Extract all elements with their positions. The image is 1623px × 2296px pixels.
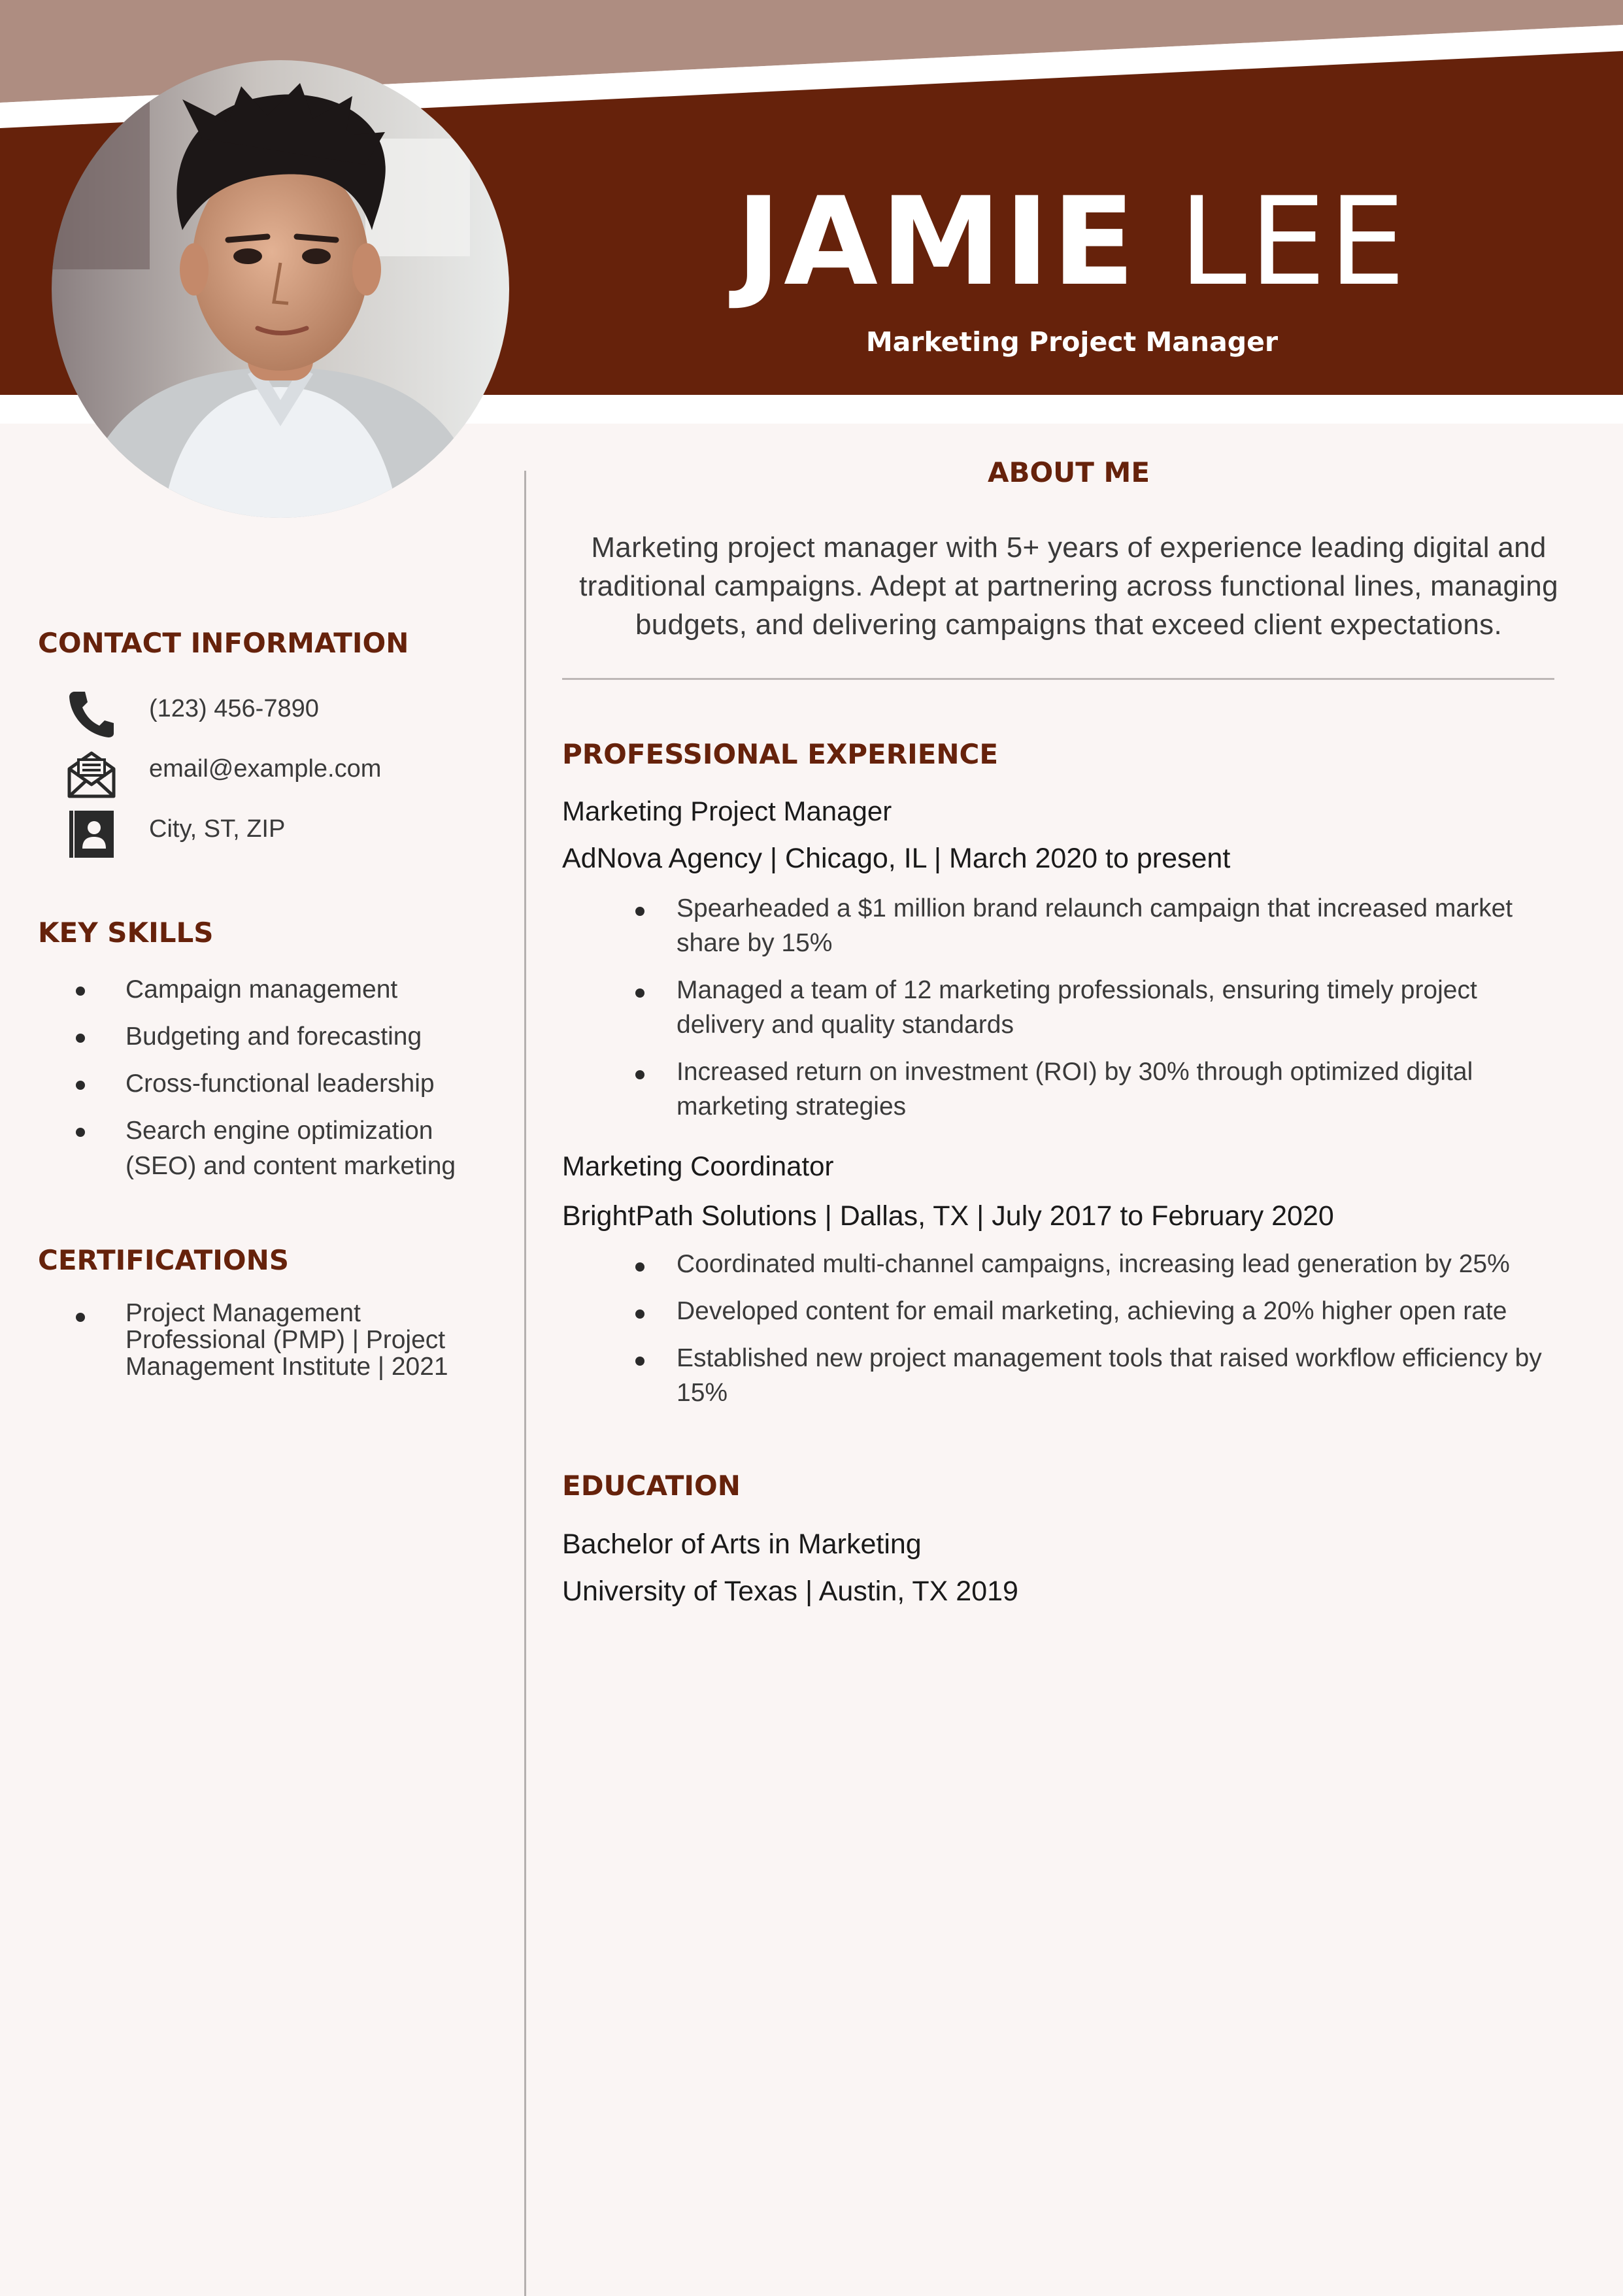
list-item: Cross-functional leadership (50, 1066, 507, 1102)
bullet-icon (76, 1313, 85, 1322)
phone-text: (123) 456-7890 (149, 695, 319, 722)
bullet-icon (76, 1128, 85, 1137)
address-book-icon (65, 808, 118, 860)
contact-email (65, 744, 510, 796)
bullet-icon (76, 1034, 85, 1043)
bullet-icon (635, 1070, 644, 1079)
list-item: Spearheaded a $1 million brand relaunch campaign that increased market share by 15% (562, 891, 1552, 960)
bullet-icon (635, 907, 644, 916)
bullet-icon (635, 1309, 644, 1319)
list-item: Budgeting and forecasting (50, 1019, 507, 1055)
contact-phone (65, 684, 510, 736)
contact-heading: CONTACT INFORMATION (38, 627, 409, 659)
bullet-icon (635, 988, 644, 998)
list-item: Established new project management tools that raised workflow efficiency by 15% (562, 1341, 1552, 1410)
contact-address (65, 804, 510, 856)
job-1-title: Marketing Project Manager (562, 796, 892, 826)
list-item: Coordinated multi-channel campaigns, increasing lead generation by 25% (562, 1247, 1552, 1281)
job-1-meta: AdNova Agency | Chicago, IL | March 2020 to present (562, 843, 1231, 874)
education-degree: Bachelor of Arts in Marketing (562, 1528, 922, 1560)
list-item: Search engine optimization (SEO) and content marketing (50, 1113, 507, 1184)
bullet-icon (635, 1262, 644, 1272)
experience-heading: PROFESSIONAL EXPERIENCE (562, 738, 999, 770)
job-2-bullets (562, 1247, 1552, 1423)
job-2-title: Marketing Coordinator (562, 1151, 834, 1181)
first-name: JAMIE (735, 171, 1138, 312)
education-school: University of Texas | Austin, TX 2019 (562, 1576, 1018, 1607)
bullet-icon (635, 1357, 644, 1366)
education-heading: EDUCATION (562, 1470, 741, 1502)
profile-photo (52, 60, 509, 518)
list-item: Increased return on investment (ROI) by 30% through optimized digital marketing strategies (562, 1055, 1552, 1124)
email-icon (65, 748, 118, 800)
list-item: Developed content for email marketing, achieving a 20% higher open rate (562, 1294, 1552, 1328)
section-divider (562, 678, 1554, 680)
job-title-header: Marketing Project Manager (865, 326, 1279, 358)
bullet-icon (76, 1081, 85, 1090)
certifications-list (50, 1300, 448, 1380)
bullet-icon (76, 987, 85, 996)
skills-heading: KEY SKILLS (38, 917, 214, 949)
list-item: Campaign management (50, 972, 507, 1007)
job-1-bullets (562, 891, 1552, 1136)
candidate-name (660, 171, 1484, 312)
list-item: Project Management Professional (PMP) | Project Management Institute | 2021 (50, 1300, 448, 1380)
last-name: LEE (1179, 171, 1409, 312)
skills-list (50, 972, 507, 1196)
column-divider (524, 471, 526, 2296)
email-text: email@example.com (149, 755, 382, 783)
phone-icon (65, 688, 118, 740)
portrait-photo-icon (52, 60, 509, 518)
certifications-heading: CERTIFICATIONS (38, 1244, 290, 1276)
about-heading: ABOUT ME (987, 456, 1150, 488)
job-2-meta: BrightPath Solutions | Dallas, TX | July 2017 to February 2020 (562, 1200, 1334, 1232)
about-text: Marketing project manager with 5+ years of experience leading digital and traditional campaigns. Adept at partnering across functional lines, managing budgets, and delivering campaigns that exceed client expectations. (579, 532, 1558, 641)
address-text: City, ST, ZIP (149, 815, 286, 843)
list-item: Managed a team of 12 marketing professionals, ensuring timely project delivery and quality standards (562, 973, 1552, 1042)
